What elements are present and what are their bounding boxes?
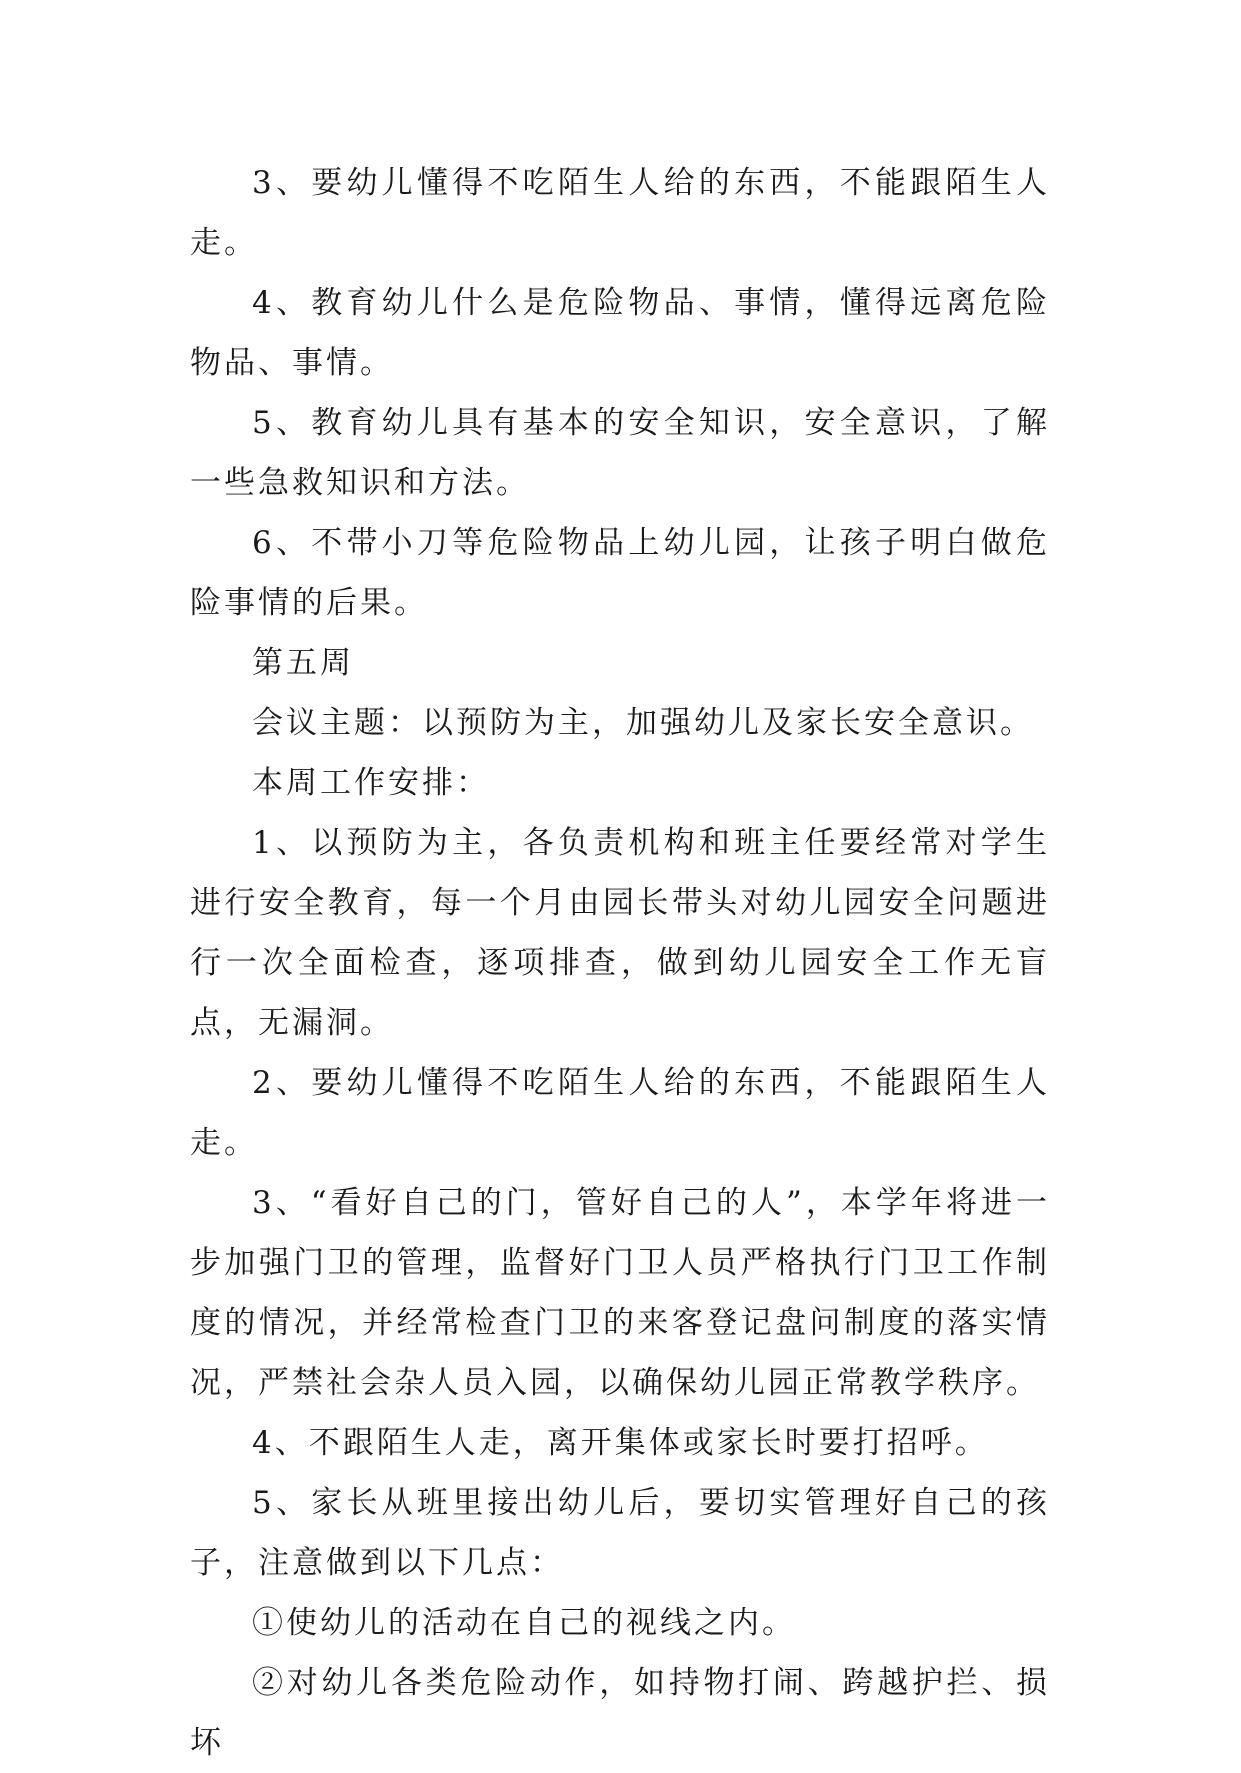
paragraph-item-2-strangers: 2、要幼儿懂得不吃陌生人给的东西，不能跟陌生人走。	[190, 1065, 1050, 1161]
paragraph-item-4-notify-leaving: 4、不跟陌生人走，离开集体或家长时要打招呼。	[252, 1425, 989, 1461]
paragraph-item-4-dangerous-items: 4、教育幼儿什么是危险物品、事情，懂得远离危险物品、事情。	[190, 285, 1050, 381]
work-arrangement-heading: 本周工作安排：	[252, 765, 490, 801]
paragraph-item-6-no-knives: 6、不带小刀等危险物品上幼儿园，让孩子明白做危险事情的后果。	[190, 525, 1050, 621]
sub-item-1-line-of-sight: ①使幼儿的活动在自己的视线之内。	[252, 1605, 796, 1641]
paragraph-item-3-strangers: 3、要幼儿懂得不吃陌生人给的东西，不能跟陌生人走。	[190, 165, 1050, 261]
paragraph-item-1-prevention: 1、以预防为主，各负责机构和班主任要经常对学生进行安全教育，每一个月由园长带头对幼儿园安全问题进行一次全面检查，逐项排查，做到幼儿园安全工作无盲点，无漏洞。	[190, 825, 1050, 1041]
paragraph-item-5-safety-knowledge: 5、教育幼儿具有基本的安全知识，安全意识，了解一些急救知识和方法。	[190, 405, 1050, 501]
sub-item-2-dangerous-actions: ②对幼儿各类危险动作，如持物打闹、跨越护拦、损坏	[190, 1665, 1050, 1761]
paragraph-item-3-gate-management: 3、“看好自己的门，管好自己的人”，本学年将进一步加强门卫的管理，监督好门卫人员严格执行门卫工作制度的情况，并经常检查门卫的来客登记盘问制度的落实情况，严禁社会杂人员入园，以确保幼儿园正常教学秩序。	[190, 1185, 1050, 1401]
meeting-theme: 会议主题：以预防为主，加强幼儿及家长安全意识。	[252, 705, 1034, 741]
paragraph-item-5-parents-pickup: 5、家长从班里接出幼儿后，要切实管理好自己的孩子，注意做到以下几点：	[190, 1485, 1050, 1581]
document-body	[190, 153, 1050, 1773]
section-heading-week-five: 第五周	[252, 645, 354, 681]
